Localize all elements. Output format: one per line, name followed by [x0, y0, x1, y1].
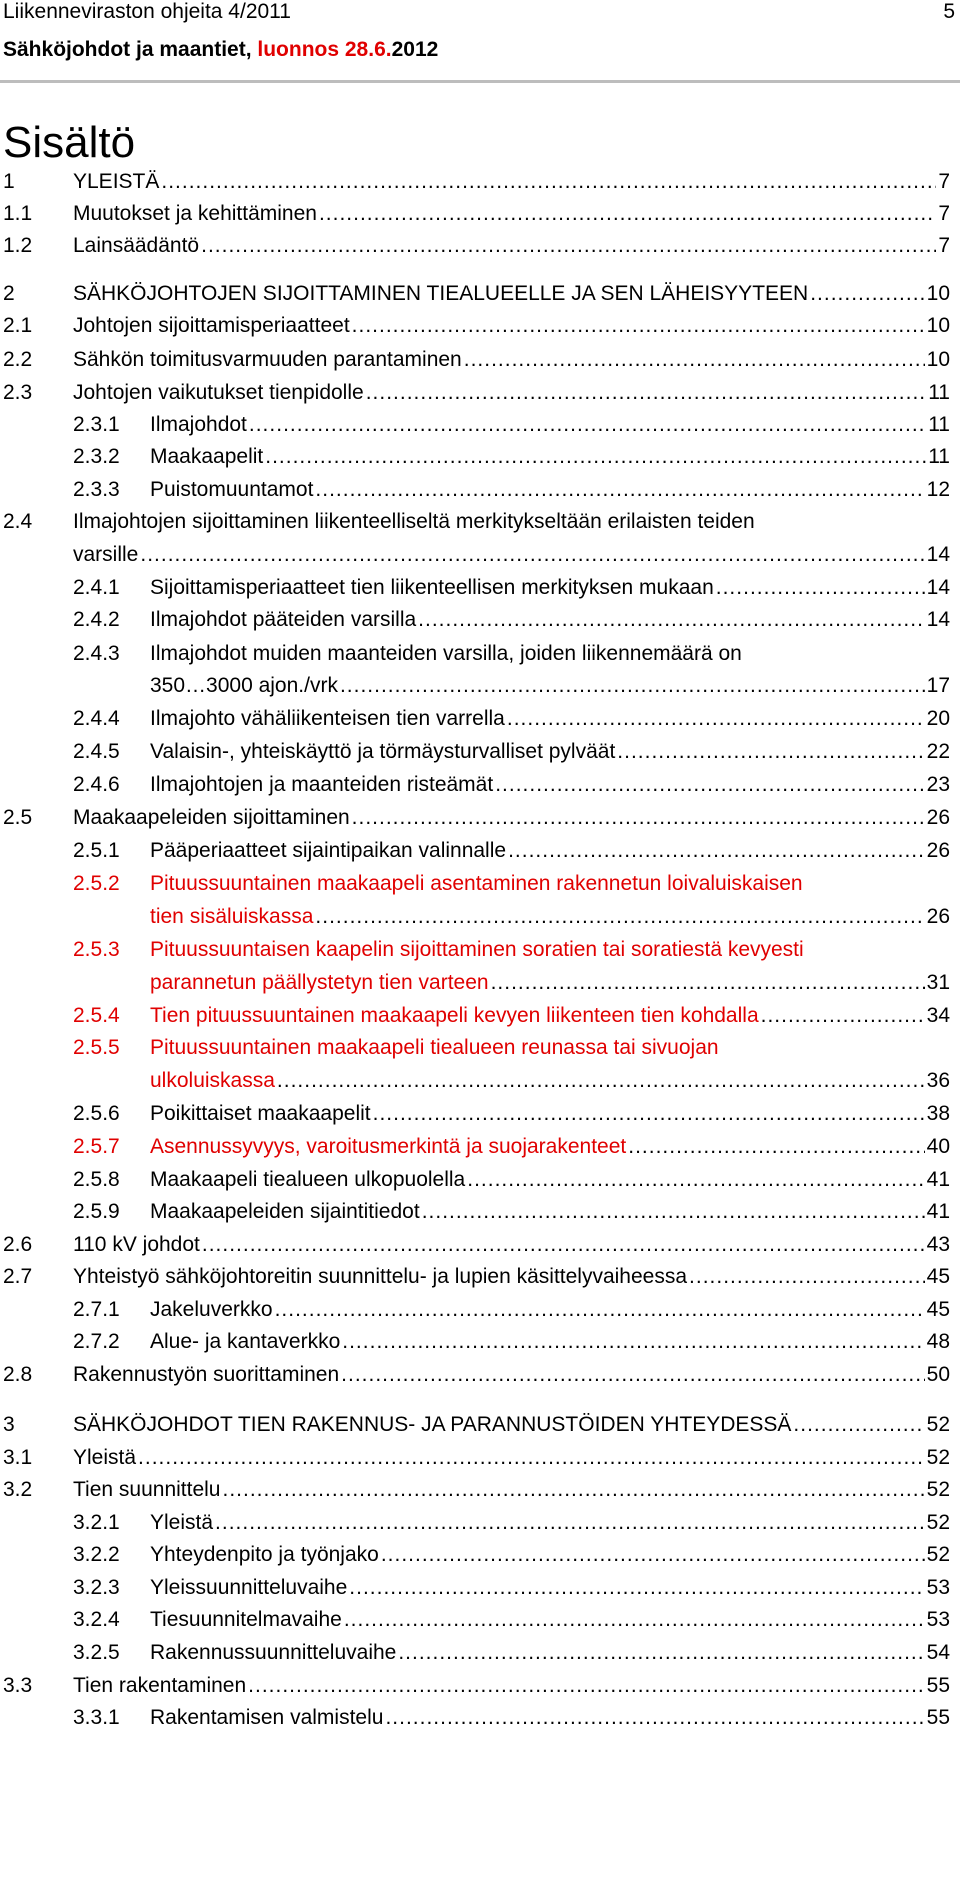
toc-number: 2.5.3: [73, 938, 120, 961]
dot-leader: [215, 1506, 925, 1540]
dot-leader: [352, 309, 925, 343]
toc-entry[interactable]: [0, 165, 960, 199]
toc-title: parannetun päällystetyn tien varteen: [150, 971, 489, 994]
toc-page-number: 17: [926, 674, 950, 697]
toc-number: 2.3.2: [73, 445, 120, 468]
toc-number: 1.2: [3, 234, 33, 257]
toc-page-number: 14: [926, 543, 950, 566]
toc-page-number: 31: [926, 971, 950, 994]
toc-title-line1: Pituussuuntainen maakaapeli asentaminen rakennetun loivaluiskaisen: [150, 872, 803, 895]
toc-number: 3.3.1: [73, 1706, 120, 1729]
toc-entry[interactable]: [0, 1260, 960, 1294]
dot-leader: [340, 669, 925, 703]
toc-page-number: 52: [926, 1543, 950, 1566]
toc-number: 2.4.2: [73, 608, 120, 631]
toc-number: 2.3: [3, 381, 33, 404]
toc-title-line1: Ilmajohtojen sijoittaminen liikenteelliseltä merkitykseltään erilaisten teiden: [73, 510, 755, 533]
toc-entry-first-line[interactable]: [0, 867, 960, 901]
toc-number: 2.5.8: [73, 1168, 120, 1191]
toc-entry[interactable]: [0, 735, 960, 769]
dot-leader: [628, 1130, 924, 1164]
toc-number: 2.4.6: [73, 773, 120, 796]
toc-page-number: 40: [926, 1135, 950, 1158]
toc-page-number: 7: [938, 202, 950, 225]
toc-title: Ilmajohto vähäliikenteisen tien varrella: [150, 707, 505, 730]
toc-page-number: 45: [926, 1298, 950, 1321]
toc-entry[interactable]: [0, 1669, 960, 1703]
toc-page-number: 36: [926, 1069, 950, 1092]
toc-entry[interactable]: [0, 702, 960, 736]
dot-leader: [277, 1064, 925, 1098]
toc-entry[interactable]: [0, 801, 960, 835]
toc-entry[interactable]: [0, 229, 960, 263]
toc-number: 3.1: [3, 1446, 33, 1469]
toc-title: Muutokset ja kehittäminen: [73, 202, 317, 225]
toc-title: Johtojen sijoittamisperiaatteet: [73, 314, 350, 337]
toc-entry[interactable]: [0, 1293, 960, 1327]
dot-leader: [275, 1293, 925, 1327]
toc-number: 3: [3, 1413, 15, 1436]
toc-title: Sähkön toimitusvarmuuden parantaminen: [73, 348, 462, 371]
toc-page-number: 26: [926, 806, 950, 829]
toc-number: 2.8: [3, 1363, 33, 1386]
toc-number: 2.3.1: [73, 413, 120, 436]
dot-leader: [140, 538, 924, 572]
toc-page-number: 52: [926, 1478, 950, 1501]
dot-leader: [495, 768, 924, 802]
toc-page-number: 12: [926, 478, 950, 501]
toc-page-number: 22: [926, 740, 950, 763]
toc-entry[interactable]: [0, 1325, 960, 1359]
dot-leader: [507, 702, 925, 736]
toc-entry[interactable]: [0, 1130, 960, 1164]
toc-page-number: 20: [926, 707, 950, 730]
toc-page-number: 53: [926, 1576, 950, 1599]
dot-leader: [508, 834, 925, 868]
toc-entry[interactable]: [0, 1228, 960, 1262]
toc-entry[interactable]: [0, 1097, 960, 1131]
toc-title: Valaisin-, yhteiskäyttö ja törmäysturvalliset pylväät: [150, 740, 616, 763]
toc-entry[interactable]: [0, 309, 960, 343]
toc-title: Yhteistyö sähköjohtoreitin suunnittelu- ja lupien käsittelyvaiheessa: [73, 1265, 688, 1288]
dot-leader: [381, 1538, 925, 1572]
toc-title: Yhteydenpito ja työnjako: [150, 1543, 379, 1566]
toc-page-number: 43: [926, 1233, 950, 1256]
toc-number: 2.5.6: [73, 1102, 120, 1125]
toc-title: 350…3000 ajon./vrk: [150, 674, 338, 697]
toc-number: 2.4.4: [73, 707, 120, 730]
dot-leader: [201, 229, 936, 263]
toc-entry[interactable]: [0, 1701, 960, 1735]
dot-leader: [342, 1325, 924, 1359]
toc-entry[interactable]: [0, 343, 960, 377]
toc-page-number: 48: [926, 1330, 950, 1353]
dot-leader: [366, 376, 926, 410]
toc-number: 2.3.3: [73, 478, 120, 501]
toc-entry[interactable]: [0, 197, 960, 231]
toc-number: 2: [3, 282, 15, 305]
toc-entry[interactable]: [0, 900, 960, 934]
toc-entry[interactable]: [0, 440, 960, 474]
toc-entry[interactable]: [0, 538, 960, 572]
toc-title: SÄHKÖJOHTOJEN SIJOITTAMINEN TIEALUEELLE JA SEN LÄHEISYYTEEN: [73, 282, 809, 305]
toc-number: 2.5.5: [73, 1036, 120, 1059]
toc-page-number: 7: [938, 234, 950, 257]
toc-entry[interactable]: [0, 1195, 960, 1229]
dot-leader: [315, 473, 924, 507]
toc-page-number: 14: [926, 608, 950, 631]
dot-leader: [138, 1441, 925, 1475]
toc-number: 2.4: [3, 510, 33, 533]
dot-leader: [467, 1163, 924, 1197]
toc-number: 3.2.5: [73, 1641, 120, 1664]
toc-page-number: 10: [926, 282, 950, 305]
dot-leader: [349, 1571, 924, 1605]
page-title: Sisältö: [3, 118, 136, 167]
toc-page-number: 55: [926, 1706, 950, 1729]
toc-number: 3.2.1: [73, 1511, 120, 1534]
toc-entry[interactable]: [0, 376, 960, 410]
toc-number: 2.7.1: [73, 1298, 120, 1321]
toc-title: Ilmajohdot pääteiden varsilla: [150, 608, 417, 631]
dot-leader: [398, 1636, 924, 1670]
toc-number: 1: [3, 170, 15, 193]
toc-title: Sijoittamisperiaatteet tien liikenteellisen merkityksen mukaan: [150, 576, 714, 599]
toc-number: 2.6: [3, 1233, 33, 1256]
toc-number: 3.2.4: [73, 1608, 120, 1631]
toc-entry[interactable]: [0, 1358, 960, 1392]
toc-entry[interactable]: [0, 1506, 960, 1540]
toc-page-number: 52: [926, 1511, 950, 1534]
toc-title: Yleistä: [73, 1446, 137, 1469]
dot-leader: [422, 1195, 925, 1229]
dot-leader: [418, 603, 924, 637]
toc-entry[interactable]: [0, 1408, 960, 1442]
toc-number: 3.2.2: [73, 1543, 120, 1566]
toc-page-number: 34: [926, 1004, 950, 1027]
toc-page-number: 52: [926, 1413, 950, 1436]
toc-page-number: 54: [926, 1641, 950, 1664]
dot-leader: [793, 1408, 924, 1442]
toc-number: 3.2.3: [73, 1576, 120, 1599]
toc-title: Maakaapeleiden sijaintitiedot: [150, 1200, 420, 1223]
toc-entry[interactable]: [0, 1571, 960, 1605]
toc-entry-first-line[interactable]: [0, 1031, 960, 1065]
toc-title: Jakeluverkko: [150, 1298, 273, 1321]
dot-leader: [319, 197, 936, 231]
toc-page-number: 45: [926, 1265, 950, 1288]
dot-leader: [161, 165, 936, 199]
toc-title: Alue- ja kantaverkko: [150, 1330, 341, 1353]
toc-number: 2.2: [3, 348, 33, 371]
toc-page-number: 11: [928, 413, 950, 436]
toc-page-number: 23: [926, 773, 950, 796]
toc-page-number: 50: [926, 1363, 950, 1386]
dot-leader: [617, 735, 924, 769]
toc-entry[interactable]: [0, 834, 960, 868]
toc-title: Pääperiaatteet sijaintipaikan valinnalle: [150, 839, 507, 862]
toc-entry[interactable]: [0, 277, 960, 311]
dot-leader: [341, 1358, 924, 1392]
toc-title: Poikittaiset maakaapelit: [150, 1102, 371, 1125]
toc-entry-first-line[interactable]: [0, 505, 960, 539]
toc-title: Rakentamisen valmistelu: [150, 1706, 384, 1729]
toc-title: Yleissuunnitteluvaihe: [150, 1576, 348, 1599]
toc-page-number: 10: [926, 314, 950, 337]
toc-page-number: 14: [926, 576, 950, 599]
toc-entry[interactable]: [0, 1636, 960, 1670]
toc-entry[interactable]: [0, 1064, 960, 1098]
toc-entry[interactable]: [0, 1538, 960, 1572]
dot-leader: [265, 440, 926, 474]
toc-number: 2.5.1: [73, 839, 120, 862]
toc-title: Yleistä: [150, 1511, 214, 1534]
toc-number: 2.1: [3, 314, 33, 337]
toc-title: Ilmajohtojen ja maanteiden risteämät: [150, 773, 494, 796]
dot-leader: [491, 966, 925, 1000]
toc-number: 2.5.2: [73, 872, 120, 895]
toc-title: Maakaapeleiden sijoittaminen: [73, 806, 350, 829]
toc-page-number: 41: [926, 1200, 950, 1223]
toc-entry[interactable]: [0, 571, 960, 605]
toc-entry[interactable]: [0, 1473, 960, 1507]
toc-title: Lainsäädäntö: [73, 234, 200, 257]
dot-leader: [352, 801, 925, 835]
toc-title: Rakennussuunnitteluvaihe: [150, 1641, 397, 1664]
toc-number: 2.4.5: [73, 740, 120, 763]
toc-title: tien sisäluiskassa: [150, 905, 314, 928]
dot-leader: [761, 999, 925, 1033]
dot-leader: [373, 1097, 925, 1131]
toc-number: 2.5.4: [73, 1004, 120, 1027]
toc-number: 1.1: [3, 202, 33, 225]
toc-entry-first-line[interactable]: [0, 933, 960, 967]
toc-title: Tien suunnittelu: [73, 1478, 221, 1501]
toc-page-number: 10: [926, 348, 950, 371]
toc-title-line1: Pituussuuntainen maakaapeli tiealueen reunassa tai sivuojan: [150, 1036, 719, 1059]
toc-entry[interactable]: [0, 1603, 960, 1637]
dot-leader: [248, 1669, 924, 1703]
toc-title: Asennussyvyys, varoitusmerkintä ja suojarakenteet: [150, 1135, 627, 1158]
toc-title: YLEISTÄ: [73, 170, 160, 193]
toc-number: 2.5: [3, 806, 33, 829]
toc-entry[interactable]: [0, 669, 960, 703]
toc-number: 2.5.9: [73, 1200, 120, 1223]
toc-page-number: 26: [926, 905, 950, 928]
subtitle-prefix: Sähköjohdot ja maantiet,: [3, 38, 252, 61]
toc-title: SÄHKÖJOHDOT TIEN RAKENNUS- JA PARANNUSTÖIDEN YHTEYDESSÄ: [73, 1413, 792, 1436]
toc-page-number: 38: [926, 1102, 950, 1125]
toc-number: 2.7.2: [73, 1330, 120, 1353]
toc-title: Rakennustyön suorittaminen: [73, 1363, 340, 1386]
toc-page-number: 11: [928, 381, 950, 404]
page-number: 5: [943, 0, 955, 23]
toc-entry[interactable]: [0, 768, 960, 802]
dot-leader: [222, 1473, 924, 1507]
dot-leader: [716, 571, 925, 605]
dot-leader: [202, 1228, 925, 1262]
toc-title: Tiesuunnitelmavaihe: [150, 1608, 342, 1631]
toc-entry[interactable]: [0, 603, 960, 637]
toc-title: Tien rakentaminen: [73, 1674, 247, 1697]
toc-title: Puistomuuntamot: [150, 478, 314, 501]
subtitle-draft-date: luonnos 28.6.: [257, 38, 392, 61]
toc-number: 2.7: [3, 1265, 33, 1288]
toc-title: 110 kV johdot: [73, 1233, 200, 1256]
subtitle-year: 2012: [391, 38, 439, 61]
toc-page-number: 55: [926, 1674, 950, 1697]
toc-title: Maakaapeli tiealueen ulkopuolella: [150, 1168, 466, 1191]
toc-page-number: 52: [926, 1446, 950, 1469]
toc-title: Johtojen vaikutukset tienpidolle: [73, 381, 364, 404]
toc-entry[interactable]: [0, 1163, 960, 1197]
toc-number: 3.3: [3, 1674, 33, 1697]
dot-leader: [689, 1260, 925, 1294]
toc-number: 2.5.7: [73, 1135, 120, 1158]
toc-page-number: 26: [926, 839, 950, 862]
dot-leader: [464, 343, 925, 377]
toc-number: 3.2: [3, 1478, 33, 1501]
toc-entry[interactable]: [0, 1441, 960, 1475]
toc-entry-first-line[interactable]: [0, 637, 960, 671]
toc-title-line1: Ilmajohdot muiden maanteiden varsilla, joiden liikennemäärä on: [150, 642, 742, 665]
publication-title: Liikenneviraston ohjeita 4/2011: [3, 0, 291, 23]
dot-leader: [315, 900, 924, 934]
toc-page-number: 41: [926, 1168, 950, 1191]
toc-page-number: 11: [928, 445, 950, 468]
toc-entry[interactable]: [0, 473, 960, 507]
toc-title: Tien pituussuuntainen maakaapeli kevyen liikenteen tien kohdalla: [150, 1004, 759, 1027]
toc-page-number: 53: [926, 1608, 950, 1631]
toc-entry[interactable]: [0, 999, 960, 1033]
toc-title: Maakaapelit: [150, 445, 264, 468]
toc-title: ulkoluiskassa: [150, 1069, 275, 1092]
toc-number: 2.4.3: [73, 642, 120, 665]
toc-number: 2.4.1: [73, 576, 120, 599]
toc-title: Ilmajohdot: [150, 413, 247, 436]
toc-page-number: 7: [938, 170, 950, 193]
toc-title: varsille: [73, 543, 139, 566]
dot-leader: [385, 1701, 924, 1735]
dot-leader: [249, 408, 926, 442]
toc-title-line1: Pituussuuntaisen kaapelin sijoittaminen soratien tai soratiestä kevyesti: [150, 938, 804, 961]
dot-leader: [344, 1603, 925, 1637]
toc-entry[interactable]: [0, 408, 960, 442]
dot-leader: [810, 277, 924, 311]
toc-entry[interactable]: [0, 966, 960, 1000]
